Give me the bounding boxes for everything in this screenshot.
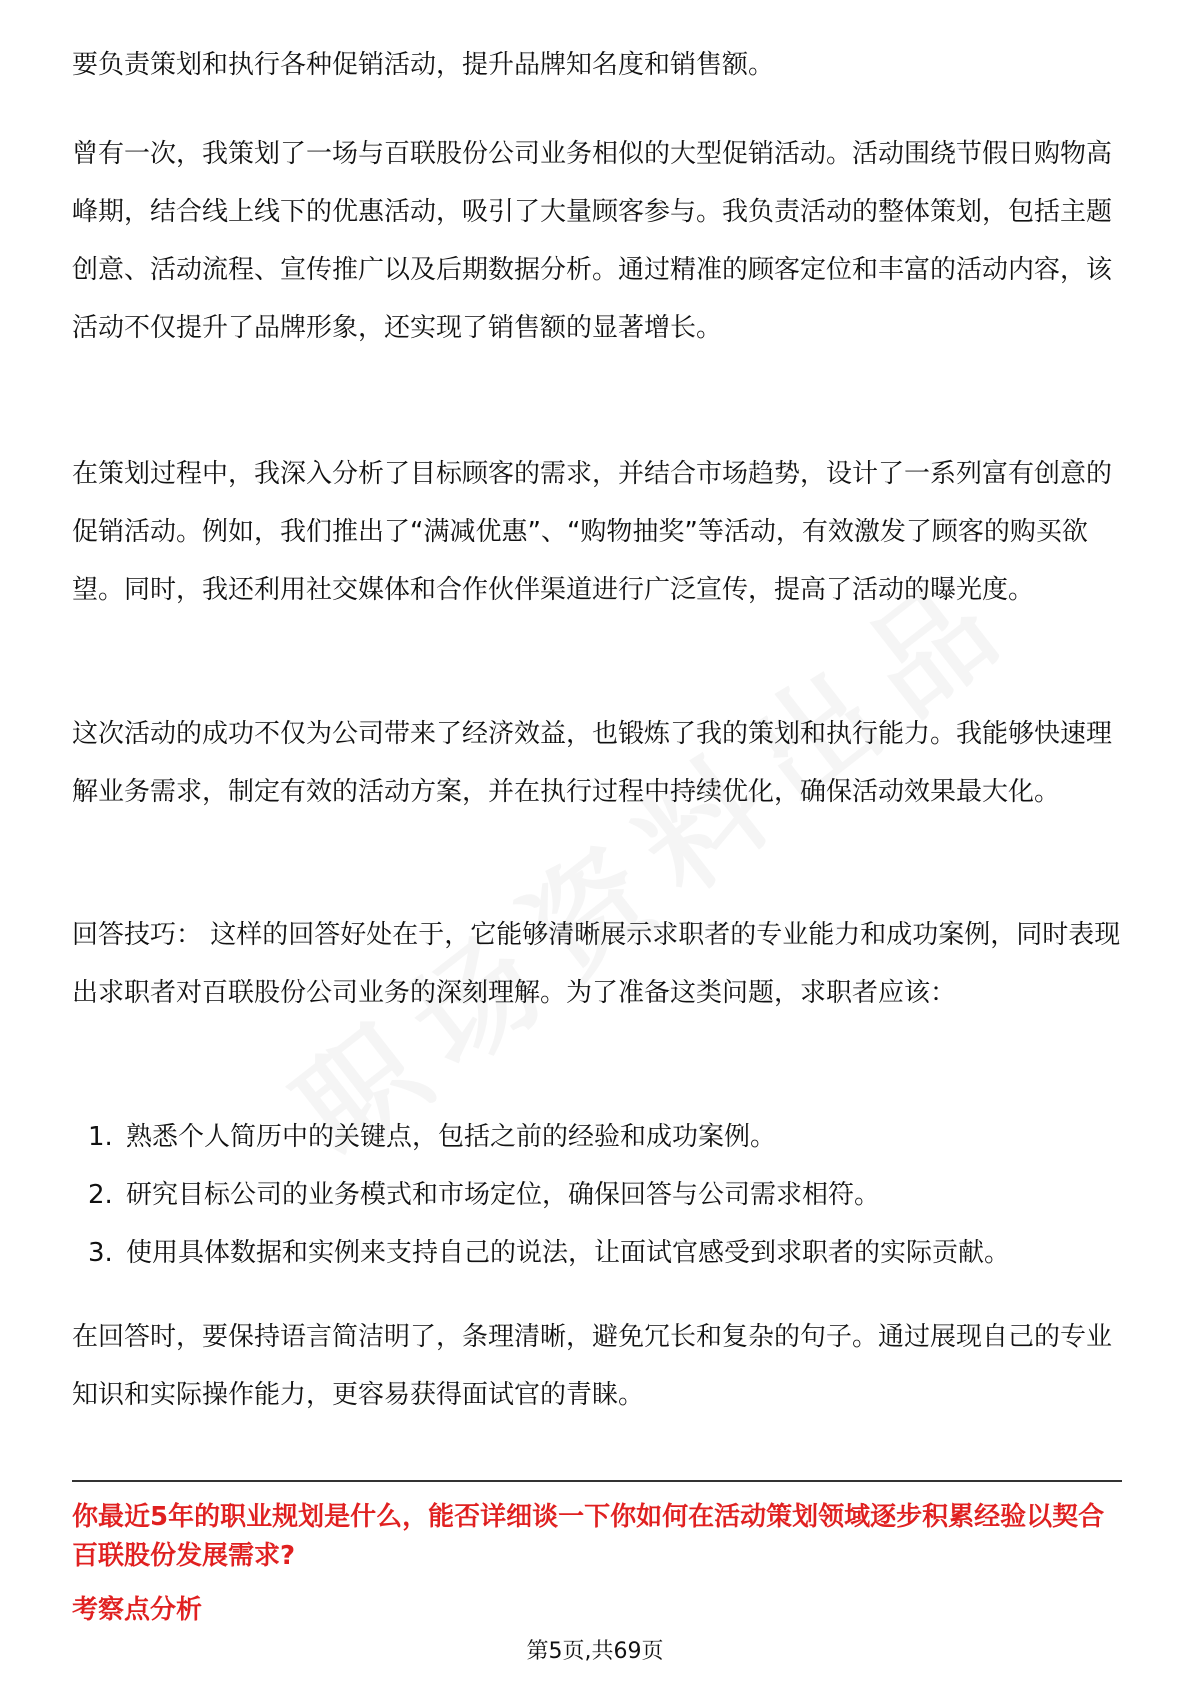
paragraph-intro: 要负责策划和执行各种促销活动，提升品牌知名度和销售额。 bbox=[72, 50, 775, 80]
list-number: 1. bbox=[88, 1122, 113, 1152]
list-item-text: 使用具体数据和实例来支持自己的说法，让面试官感受到求职者的实际贡献。 bbox=[126, 1238, 1011, 1268]
list-item-text: 研究目标公司的业务模式和市场定位，确保回答与公司需求相符。 bbox=[126, 1180, 881, 1210]
tips-list bbox=[72, 1108, 1122, 1282]
interview-question: 你最近5年的职业规划是什么，能否详细谈一下你如何在活动策划领域逐步积累经验以契合百联股份发展需求? bbox=[72, 1502, 1105, 1571]
list-item bbox=[72, 1224, 1122, 1282]
paragraph-answer-tips: 回答技巧： 这样的回答好处在于，它能够清晰展示求职者的专业能力和成功案例，同时表现出求职者对百联股份公司业务的深刻理解。为了准备这类问题，求职者应该： bbox=[72, 920, 1121, 1008]
section-divider bbox=[72, 1480, 1122, 1482]
paragraph-process: 在策划过程中，我深入分析了目标顾客的需求，并结合市场趋势，设计了一系列富有创意的促销活动。例如，我们推出了“满减优惠”、“购物抽奖”等活动，有效激发了顾客的购买欲望。同时，我还利用社交媒体和合作伙伴渠道进行广泛宣传，提高了活动的曝光度。 bbox=[72, 459, 1113, 605]
list-item bbox=[72, 1166, 1122, 1224]
list-item bbox=[72, 1108, 1122, 1166]
list-number: 3. bbox=[88, 1238, 113, 1268]
list-item-text: 熟悉个人简历中的关键点，包括之前的经验和成功案例。 bbox=[126, 1122, 777, 1152]
paragraph-closing: 在回答时，要保持语言简洁明了，条理清晰，避免冗长和复杂的句子。通过展现自己的专业知识和实际操作能力，更容易获得面试官的青睐。 bbox=[72, 1322, 1113, 1410]
paragraph-outcome: 这次活动的成功不仅为公司带来了经济效益，也锻炼了我的策划和执行能力。我能够快速理解业务需求，制定有效的活动方案，并在执行过程中持续优化，确保活动效果最大化。 bbox=[72, 719, 1113, 807]
section-heading: 考察点分析 bbox=[72, 1595, 203, 1625]
list-number: 2. bbox=[88, 1180, 113, 1210]
page-footer: 第5页,共69页 bbox=[526, 1639, 664, 1664]
paragraph-example: 曾有一次，我策划了一场与百联股份公司业务相似的大型促销活动。活动围绕节假日购物高峰期，结合线上线下的优惠活动，吸引了大量顾客参与。我负责活动的整体策划，包括主题创意、活动流程、宣传推广以及后期数据分析。通过精准的顾客定位和丰富的活动内容，该活动不仅提升了品牌形象，还实现了销售额的显著增长。 bbox=[72, 139, 1113, 343]
